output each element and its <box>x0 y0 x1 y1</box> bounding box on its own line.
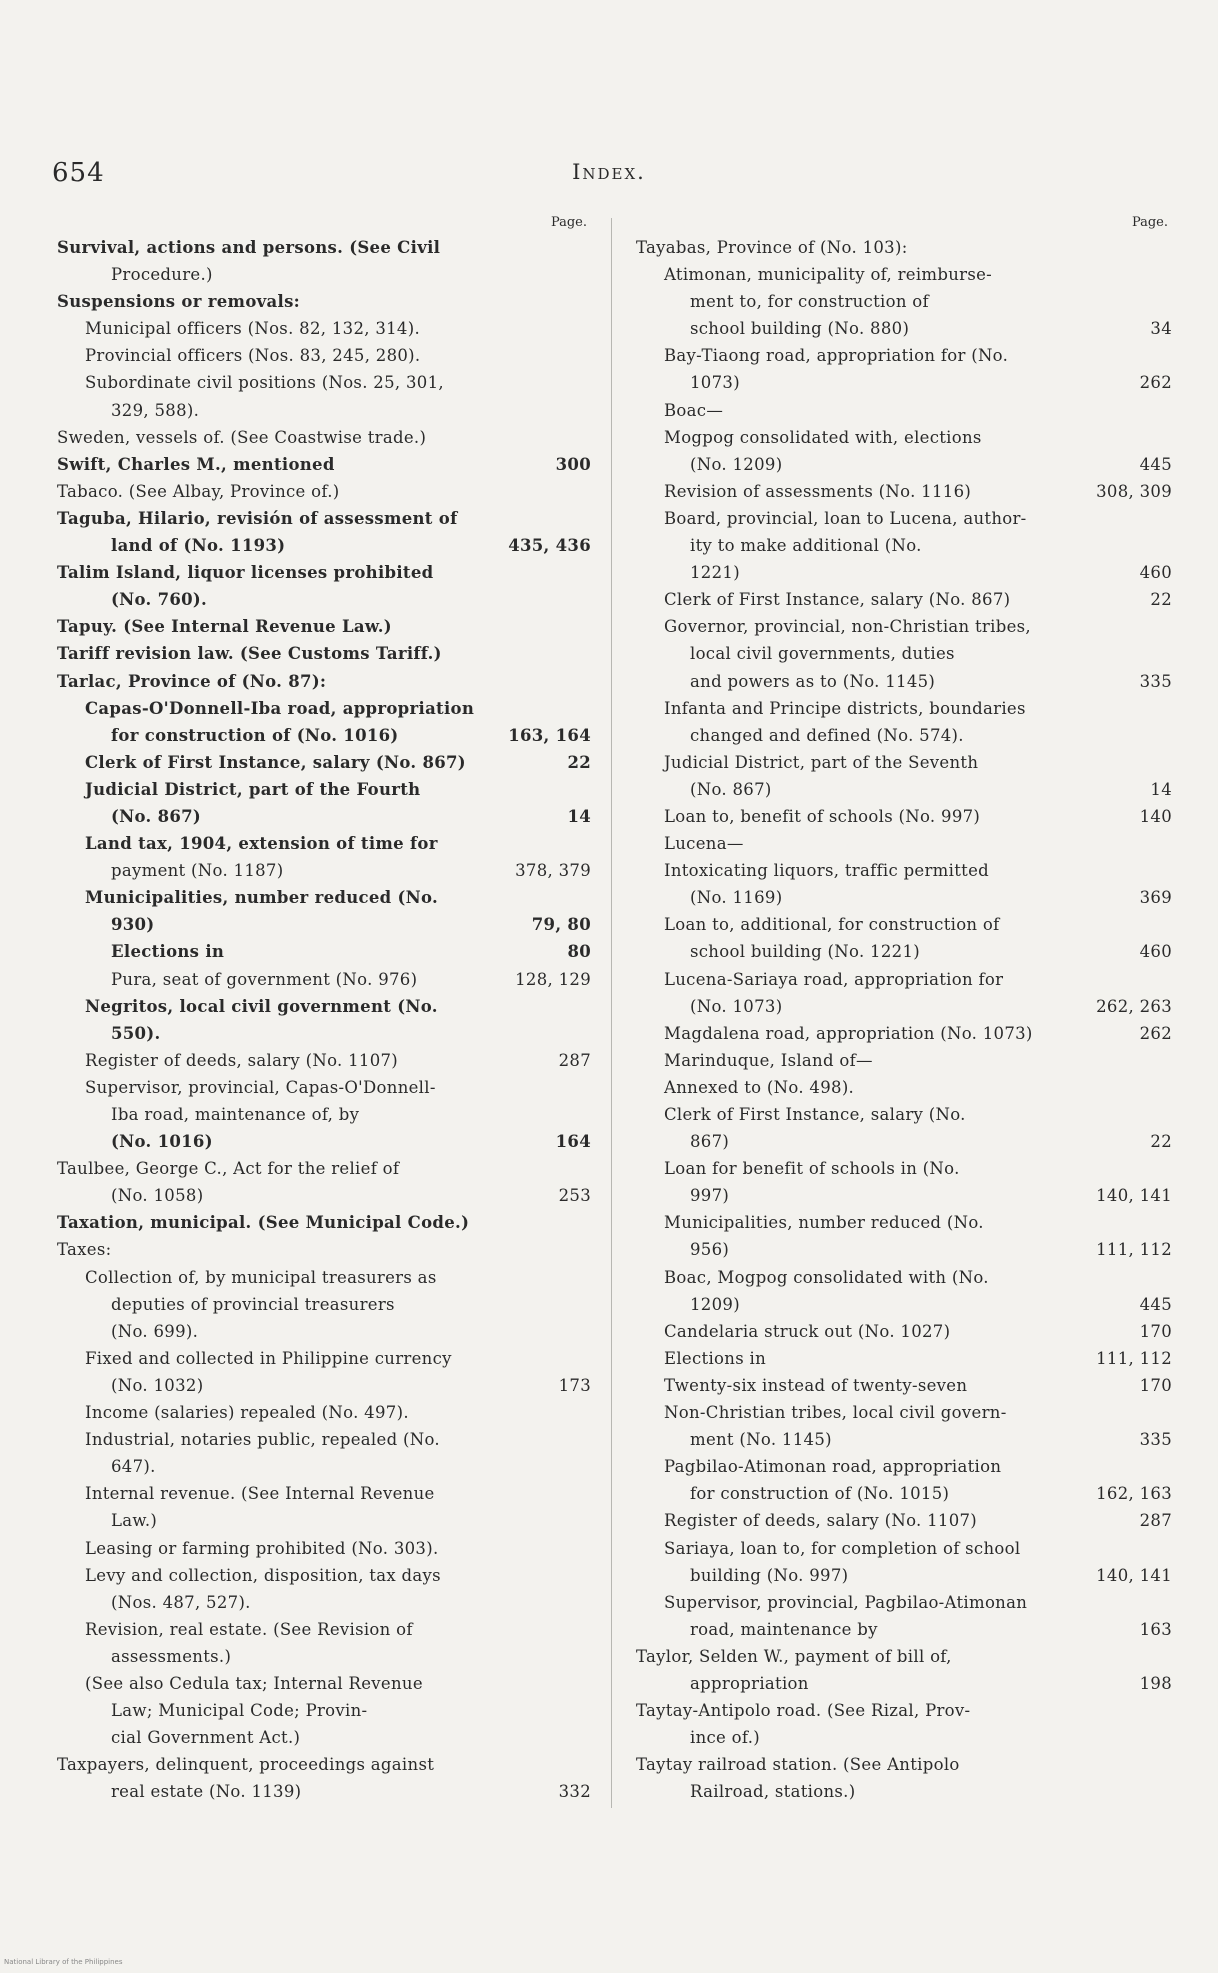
index-entry <box>636 1291 1172 1318</box>
index-entry <box>57 315 591 342</box>
index-entry <box>57 261 591 288</box>
entry-text: Tariff revision law. (See Customs Tariff.) <box>57 644 442 664</box>
index-entry <box>636 1155 1172 1182</box>
index-entry <box>636 1507 1172 1534</box>
entry-text: ment (No. 1145) <box>690 1430 832 1450</box>
index-entry <box>57 695 591 722</box>
page-column-label: Page. <box>1131 215 1168 230</box>
page-reference: 140, 141 <box>1096 1565 1172 1585</box>
index-entry <box>636 1047 1172 1074</box>
index-entry <box>57 1345 591 1372</box>
index-entry <box>636 1697 1172 1724</box>
entry-text: appropriation <box>690 1673 809 1693</box>
entry-text: ity to make additional (No. <box>690 536 922 556</box>
entry-text: Register of deeds, salary (No. 1107) <box>85 1050 399 1070</box>
page-reference: 460 <box>1139 563 1172 583</box>
page-reference: 287 <box>558 1050 591 1070</box>
index-entry <box>57 1643 591 1670</box>
entry-text: payment (No. 1187) <box>111 861 284 881</box>
index-entry <box>57 803 591 830</box>
entry-text: Supervisor, provincial, Capas-O'Donnell- <box>85 1077 436 1097</box>
index-entry <box>57 1562 591 1589</box>
entry-text: Sweden, vessels of. (See Coastwise trade.) <box>57 427 427 447</box>
entry-text: Provincial officers (Nos. 83, 245, 280). <box>85 346 421 366</box>
entry-text: Boac, Mogpog consolidated with (No. <box>664 1267 989 1287</box>
page-reference: 162, 163 <box>1096 1484 1172 1504</box>
entry-text: Talim Island, liquor licenses prohibited <box>57 563 434 583</box>
index-entry <box>57 640 591 667</box>
entry-text: Lucena— <box>664 834 744 854</box>
page-reference: 253 <box>558 1186 591 1206</box>
entry-text: land of (No. 1193) <box>111 536 286 556</box>
entry-text: (No. 1032) <box>111 1375 204 1395</box>
entry-text: Law.) <box>111 1511 158 1531</box>
page-reference: 445 <box>1139 1294 1172 1314</box>
entry-text: Marinduque, Island of— <box>664 1050 873 1070</box>
index-entry <box>636 722 1172 749</box>
index-entry <box>636 1020 1172 1047</box>
entry-text: Elections in <box>664 1348 767 1368</box>
index-entry <box>636 1426 1172 1453</box>
entry-text: Swift, Charles M., mentioned <box>57 454 335 474</box>
entry-text: (No. 1169) <box>690 888 783 908</box>
entry-text: Loan to, additional, for construction of <box>664 915 1000 935</box>
entry-text: Sariaya, loan to, for completion of school <box>664 1538 1021 1558</box>
page-reference: 128, 129 <box>515 969 591 989</box>
index-entry <box>636 261 1172 288</box>
page-reference: 140 <box>1139 806 1172 826</box>
entry-text: changed and defined (No. 574). <box>690 725 964 745</box>
entry-text: 329, 588). <box>111 400 200 420</box>
index-entry <box>57 1128 591 1155</box>
entry-text: Magdalena road, appropriation (No. 1073) <box>664 1023 1033 1043</box>
entry-text: (Nos. 487, 527). <box>111 1592 251 1612</box>
page-reference: 163 <box>1139 1619 1172 1639</box>
page-reference: 22 <box>567 752 591 772</box>
page-number: 654 <box>52 158 105 188</box>
index-entry <box>636 966 1172 993</box>
index-entry <box>57 424 591 451</box>
index-entries-left <box>57 234 591 1805</box>
index-entry <box>57 1399 591 1426</box>
entry-text: Tapuy. (See Internal Revenue Law.) <box>57 617 392 637</box>
index-entry <box>57 1778 591 1805</box>
page-reference: 262 <box>1139 373 1172 393</box>
entry-text: Tarlac, Province of (No. 87): <box>57 671 327 691</box>
index-entry <box>636 1751 1172 1778</box>
index-entry <box>57 668 591 695</box>
page-reference: 287 <box>1139 1511 1172 1531</box>
entry-text: Non-Christian tribes, local civil govern- <box>664 1403 1007 1423</box>
index-entry <box>57 532 591 559</box>
index-entry <box>57 830 591 857</box>
entry-text: Railroad, stations.) <box>690 1782 856 1802</box>
index-entry <box>57 342 591 369</box>
entry-text: for construction of (No. 1016) <box>111 725 399 745</box>
index-entry <box>636 857 1172 884</box>
page-reference: 445 <box>1139 454 1172 474</box>
entry-text: Taxes: <box>57 1240 112 1260</box>
entry-text: Subordinate civil positions (Nos. 25, 301, <box>85 373 444 393</box>
page-reference: 14 <box>567 806 591 826</box>
entry-text: Collection of, by municipal treasurers as <box>85 1267 437 1287</box>
index-entry <box>57 1589 591 1616</box>
entry-text: Register of deeds, salary (No. 1107) <box>664 1511 978 1531</box>
entry-text: building (No. 997) <box>690 1565 849 1585</box>
page-reference: 173 <box>558 1375 591 1395</box>
entry-text: Lucena-Sariaya road, appropriation for <box>664 969 1004 989</box>
index-entry <box>57 1751 591 1778</box>
entry-text: Loan for benefit of schools in (No. <box>664 1159 960 1179</box>
entry-text: Municipal officers (Nos. 82, 132, 314). <box>85 319 421 339</box>
index-entry <box>636 1318 1172 1345</box>
index-entry <box>636 776 1172 803</box>
entry-text: Taguba, Hilario, revisión of assessment of <box>57 508 458 528</box>
page-reference: 170 <box>1139 1321 1172 1341</box>
entry-text: Income (salaries) repealed (No. 497). <box>85 1403 409 1423</box>
index-entry <box>57 1020 591 1047</box>
index-column-right <box>636 212 1172 1805</box>
page-title: Index. <box>572 160 646 184</box>
index-entry <box>57 1264 591 1291</box>
index-entry <box>57 722 591 749</box>
index-entry <box>636 342 1172 369</box>
index-entry <box>57 1155 591 1182</box>
entry-text: (No. 1209) <box>690 454 783 474</box>
entry-text: Tabaco. (See Albay, Province of.) <box>57 481 340 501</box>
entry-text: road, maintenance by <box>690 1619 878 1639</box>
entry-text: 1073) <box>690 373 740 393</box>
index-entry <box>57 1101 591 1128</box>
entry-text: (No. 760). <box>111 590 208 610</box>
entry-text: 550). <box>111 1023 161 1043</box>
page-reference: 378, 379 <box>515 861 591 881</box>
index-entry <box>57 288 591 315</box>
page-reference: 335 <box>1139 1430 1172 1450</box>
index-entry <box>57 1291 591 1318</box>
index-entry <box>57 993 591 1020</box>
index-entry <box>636 993 1172 1020</box>
index-entry <box>636 749 1172 776</box>
entry-text: Revision of assessments (No. 1116) <box>664 481 972 501</box>
page-reference: 262, 263 <box>1096 996 1172 1016</box>
index-entry <box>57 749 591 776</box>
index-entry <box>57 1535 591 1562</box>
index-entry <box>57 1697 591 1724</box>
index-entry <box>57 938 591 965</box>
entry-text: Taytay railroad station. (See Antipolo <box>636 1755 960 1775</box>
entry-text: Municipalities, number reduced (No. <box>664 1213 984 1233</box>
page-reference: 22 <box>1150 590 1172 610</box>
page-reference: 111, 112 <box>1096 1348 1172 1368</box>
index-entry <box>636 478 1172 505</box>
index-entry <box>636 1128 1172 1155</box>
entry-text: Elections in <box>111 942 225 962</box>
entry-text: Taxation, municipal. (See Municipal Code.) <box>57 1213 470 1233</box>
index-entry <box>57 884 591 911</box>
entry-text: Taylor, Selden W., payment of bill of, <box>636 1646 952 1666</box>
entry-text: for construction of (No. 1015) <box>690 1484 950 1504</box>
entry-text: (No. 1016) <box>111 1132 213 1152</box>
index-entry <box>57 1236 591 1263</box>
entry-text: Twenty-six instead of twenty-seven <box>664 1375 968 1395</box>
index-entry <box>636 234 1172 261</box>
entry-text: Capas-O'Donnell-Iba road, appropriation <box>85 698 475 718</box>
index-entry <box>636 1778 1172 1805</box>
page-reference: 164 <box>555 1132 591 1152</box>
entry-text: Loan to, benefit of schools (No. 997) <box>664 806 981 826</box>
entry-text: Mogpog consolidated with, elections <box>664 427 982 447</box>
index-entry <box>57 1480 591 1507</box>
entry-text: Levy and collection, disposition, tax days <box>85 1565 441 1585</box>
entry-text: Municipalities, number reduced (No. <box>85 888 439 908</box>
entry-text: Judicial District, part of the Seventh <box>664 752 979 772</box>
index-entry <box>636 586 1172 613</box>
index-entry <box>636 1236 1172 1263</box>
page-reference: 335 <box>1139 671 1172 691</box>
entry-text: Board, provincial, loan to Lucena, author- <box>664 508 1027 528</box>
index-entry <box>636 1616 1172 1643</box>
entry-text: Procedure.) <box>111 265 213 285</box>
entry-text: Boac— <box>664 400 724 420</box>
page-reference: 80 <box>567 942 591 962</box>
entry-text: 867) <box>690 1132 730 1152</box>
index-entry <box>57 1182 591 1209</box>
entry-text: Pagbilao-Atimonan road, appropriation <box>664 1457 1002 1477</box>
index-entry <box>57 857 591 884</box>
index-entry <box>57 1372 591 1399</box>
index-entry <box>636 559 1172 586</box>
index-entry <box>636 938 1172 965</box>
index-entry <box>57 1724 591 1751</box>
index-column-left <box>57 212 591 1805</box>
entry-text: Survival, actions and persons. (See Civil <box>57 238 441 257</box>
index-entry <box>57 966 591 993</box>
index-entry <box>57 234 591 261</box>
index-entry <box>636 1724 1172 1751</box>
index-entry <box>57 776 591 803</box>
entry-text: Clerk of First Instance, salary (No. 867) <box>664 590 1011 610</box>
entry-text: local civil governments, duties <box>690 644 955 664</box>
page-reference: 79, 80 <box>531 915 591 935</box>
entry-text: Industrial, notaries public, repealed (No. <box>85 1430 440 1450</box>
entry-text: school building (No. 880) <box>690 319 910 339</box>
index-entry <box>636 1453 1172 1480</box>
entry-text: Tayabas, Province of (No. 103): <box>636 238 908 257</box>
page-reference: 369 <box>1139 888 1172 908</box>
index-entry <box>636 1345 1172 1372</box>
index-entry <box>636 1372 1172 1399</box>
index-entry <box>57 505 591 532</box>
index-entry <box>636 695 1172 722</box>
index-entry <box>57 911 591 938</box>
entry-text: ince of.) <box>690 1728 760 1748</box>
entry-text: 956) <box>690 1240 730 1260</box>
index-entry <box>636 1643 1172 1670</box>
index-entry <box>636 1101 1172 1128</box>
entry-text: (See also Cedula tax; Internal Revenue <box>85 1673 423 1693</box>
entry-text: (No. 1073) <box>690 996 783 1016</box>
column-divider <box>611 218 612 1808</box>
index-entry <box>636 884 1172 911</box>
page-reference: 308, 309 <box>1096 481 1172 501</box>
entry-text: school building (No. 1221) <box>690 942 920 962</box>
index-entry <box>57 369 591 396</box>
entry-text: Annexed to (No. 498). <box>664 1077 855 1097</box>
entry-text: Iba road, maintenance of, by <box>111 1105 360 1124</box>
page-reference: 435, 436 <box>508 536 591 556</box>
entry-text: 1221) <box>690 563 740 583</box>
page-reference: 34 <box>1150 319 1172 339</box>
entry-text: real estate (No. 1139) <box>111 1782 302 1802</box>
entry-text: Intoxicating liquors, traffic permitted <box>664 861 989 881</box>
index-entry <box>636 803 1172 830</box>
entry-text: Taytay-Antipolo road. (See Rizal, Prov- <box>636 1701 971 1721</box>
page-reference: 262 <box>1139 1023 1172 1043</box>
entry-text: Supervisor, provincial, Pagbilao-Atimonan <box>664 1592 1028 1612</box>
index-entry <box>636 1535 1172 1562</box>
index-entry <box>57 1426 591 1453</box>
entry-text: cial Government Act.) <box>111 1728 301 1748</box>
entry-text: 647). <box>111 1457 156 1477</box>
page-column-label: Page. <box>550 215 587 230</box>
entry-text: (No. 699). <box>111 1321 199 1341</box>
index-entry <box>636 532 1172 559</box>
entry-text: Leasing or farming prohibited (No. 303). <box>85 1538 439 1558</box>
entry-text: Negritos, local civil government (No. <box>85 996 438 1016</box>
index-entry <box>57 1670 591 1697</box>
index-entry <box>57 1616 591 1643</box>
index-entry <box>636 1182 1172 1209</box>
index-entry <box>57 1318 591 1345</box>
index-entry <box>636 1399 1172 1426</box>
index-entry <box>57 1453 591 1480</box>
entry-text: Infanta and Principe districts, boundaries <box>664 698 1026 718</box>
index-entry <box>636 830 1172 857</box>
index-entry <box>636 288 1172 315</box>
entry-text: Governor, provincial, non-Christian tribes, <box>664 617 1031 637</box>
index-entry <box>57 613 591 640</box>
index-entry <box>57 586 591 613</box>
entry-text: Revision, real estate. (See Revision of <box>85 1619 413 1639</box>
entry-text: Law; Municipal Code; Provin- <box>111 1701 368 1721</box>
index-entry <box>636 1074 1172 1101</box>
index-entry <box>57 1507 591 1534</box>
index-entry <box>57 1047 591 1074</box>
entry-text: Clerk of First Instance, salary (No. 867) <box>85 752 466 772</box>
index-entry <box>57 478 591 505</box>
page-reference: 170 <box>1139 1375 1172 1395</box>
entry-text: (No. 867) <box>690 779 772 799</box>
index-entry <box>57 451 591 478</box>
entry-text: Land tax, 1904, extension of time for <box>85 834 438 854</box>
index-entry <box>636 424 1172 451</box>
entry-text: (No. 867) <box>111 806 202 826</box>
page-reference: 111, 112 <box>1096 1240 1172 1260</box>
page-reference: 14 <box>1150 779 1172 799</box>
index-entry <box>636 668 1172 695</box>
index-entry <box>636 315 1172 342</box>
index-entry <box>636 1589 1172 1616</box>
entry-text: Judicial District, part of the Fourth <box>85 779 421 799</box>
index-entry <box>636 1562 1172 1589</box>
entry-text: Candelaria struck out (No. 1027) <box>664 1321 951 1341</box>
index-entry <box>636 1209 1172 1236</box>
index-entry <box>636 505 1172 532</box>
index-entry <box>636 1264 1172 1291</box>
index-entry <box>636 1480 1172 1507</box>
index-entries-right <box>636 234 1172 1805</box>
index-entry <box>636 369 1172 396</box>
entry-text: Suspensions or removals: <box>57 292 301 312</box>
index-entry <box>57 1074 591 1101</box>
entry-text: Pura, seat of government (No. 976) <box>111 969 418 989</box>
entry-text: and powers as to (No. 1145) <box>690 671 936 691</box>
index-entry <box>57 397 591 424</box>
entry-text: assessments.) <box>111 1646 232 1666</box>
page-header <box>0 158 1218 198</box>
page-reference: 163, 164 <box>508 725 591 745</box>
entry-text: Taxpayers, delinquent, proceedings against <box>57 1755 435 1775</box>
index-entry <box>636 613 1172 640</box>
index-entry <box>636 397 1172 424</box>
entry-text: 1209) <box>690 1294 740 1314</box>
entry-text: 930) <box>111 915 155 935</box>
entry-text: Fixed and collected in Philippine currency <box>85 1348 452 1368</box>
entry-text: Atimonan, municipality of, reimburse- <box>664 265 993 285</box>
entry-text: deputies of provincial treasurers <box>111 1294 395 1314</box>
index-entry <box>636 451 1172 478</box>
index-entry <box>636 640 1172 667</box>
entry-text: Taulbee, George C., Act for the relief of <box>57 1159 400 1179</box>
page-reference: 140, 141 <box>1096 1186 1172 1206</box>
footer-credit: National Library of the Philippines <box>4 1958 123 1966</box>
entry-text: 997) <box>690 1186 730 1206</box>
page-reference: 300 <box>555 454 591 474</box>
entry-text: (No. 1058) <box>111 1186 204 1206</box>
entry-text: Internal revenue. (See Internal Revenue <box>85 1484 435 1504</box>
page-reference: 22 <box>1150 1132 1172 1152</box>
page-reference: 198 <box>1139 1673 1172 1693</box>
entry-text: Bay-Tiaong road, appropriation for (No. <box>664 346 1009 366</box>
page-reference: 332 <box>558 1782 591 1802</box>
entry-text: ment to, for construction of <box>690 292 929 312</box>
index-entry <box>57 559 591 586</box>
entry-text: Clerk of First Instance, salary (No. <box>664 1105 966 1124</box>
index-entry <box>636 911 1172 938</box>
page-reference: 460 <box>1139 942 1172 962</box>
index-entry <box>57 1209 591 1236</box>
index-entry <box>636 1670 1172 1697</box>
